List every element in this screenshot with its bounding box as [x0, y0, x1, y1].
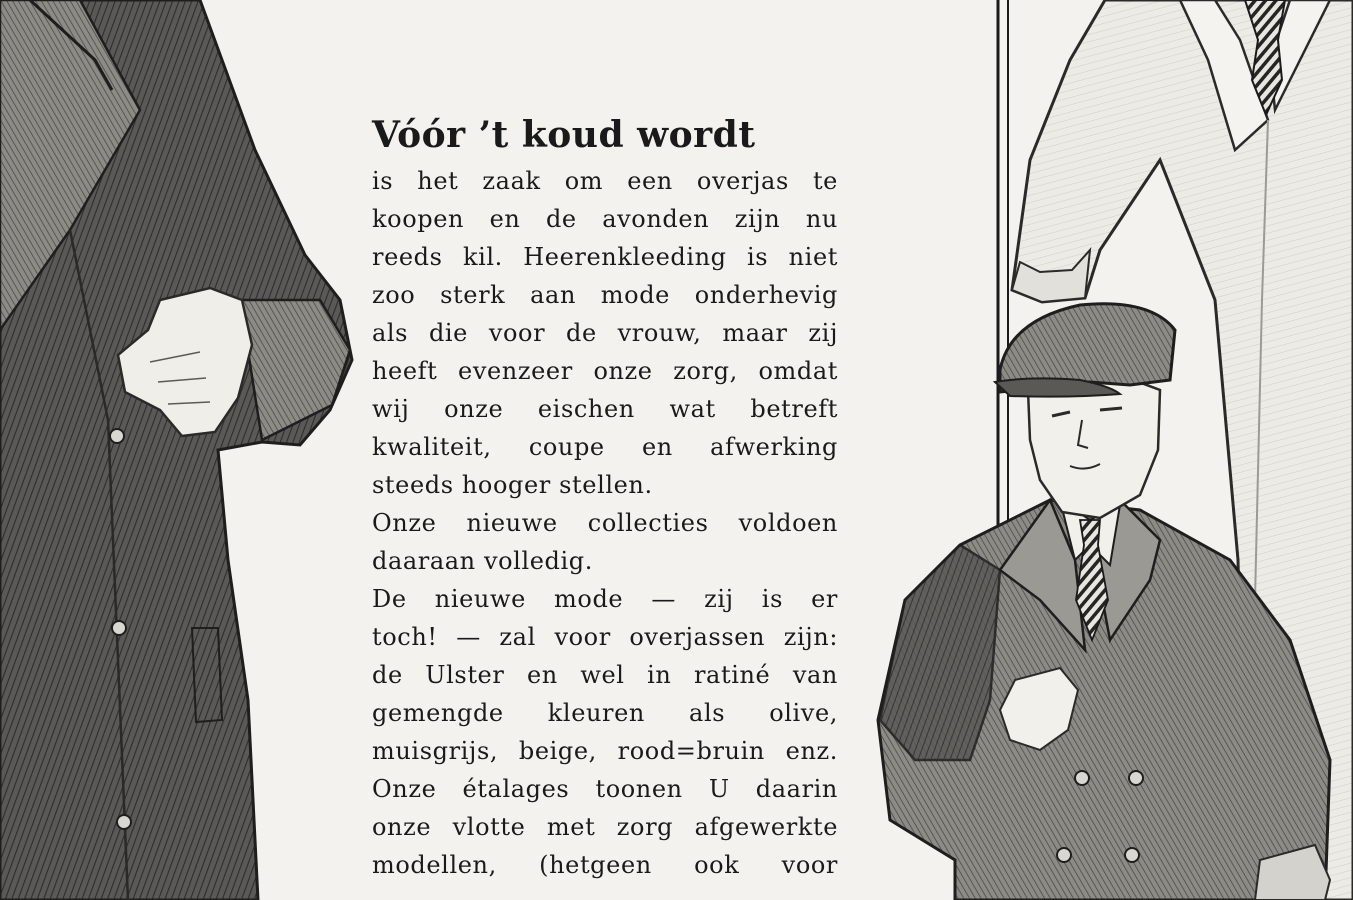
text-line: gemengde kleuren als olive,	[372, 699, 838, 727]
paragraph-2	[372, 504, 838, 580]
text-line: heeft evenzeer onze zorg, omdat	[372, 357, 838, 385]
left-coat-button	[117, 815, 131, 829]
text-line: Onze étalages toonen U daarin	[372, 775, 838, 803]
text-line: kwaliteit, coupe en afwerking	[372, 433, 838, 461]
boy-coat-button	[1075, 771, 1089, 785]
text-line: Onze nieuwe collecties voldoen	[372, 509, 838, 537]
article-text	[372, 112, 838, 884]
text-line: wij onze eischen wat betreft	[372, 395, 838, 423]
text-line: is het zaak om een overjas te	[372, 167, 838, 195]
right-frame-lines	[998, 0, 1008, 600]
boy-coat-button	[1125, 848, 1139, 862]
text-line: koopen en de avonden zijn nu	[372, 205, 838, 233]
text-line: onze vlotte met zorg afgewerkte	[372, 813, 838, 841]
paragraph-1	[372, 162, 838, 504]
text-line: als die voor de vrouw, maar zij	[372, 319, 838, 347]
left-coat-button	[110, 429, 124, 443]
paragraph-3	[372, 580, 838, 884]
text-line: reeds kil. Heerenkleeding is niet	[372, 243, 838, 271]
text-line: toch! — zal voor overjassen zijn:	[372, 623, 838, 651]
text-line: De nieuwe mode — zij is er	[372, 585, 838, 613]
article-headline: Vóór ’t koud wordt	[372, 114, 756, 156]
text-line: muisgrijs, beige, rood=bruin enz.	[372, 737, 838, 765]
man-in-overcoat-illustration	[0, 0, 352, 900]
text-line: modellen, (hetgeen ook voor	[372, 851, 838, 879]
boy-coat-button	[1129, 771, 1143, 785]
text-line: de Ulster en wel in ratiné van	[372, 661, 838, 689]
text-line: steeds hooger stellen.	[372, 471, 653, 499]
text-line: zoo sterk aan mode onderhevig	[372, 281, 838, 309]
left-coat-button	[112, 621, 126, 635]
boy-sleeve-left	[880, 545, 1000, 760]
text-line: daaraan volledig.	[372, 547, 593, 575]
boy-coat-button	[1057, 848, 1071, 862]
